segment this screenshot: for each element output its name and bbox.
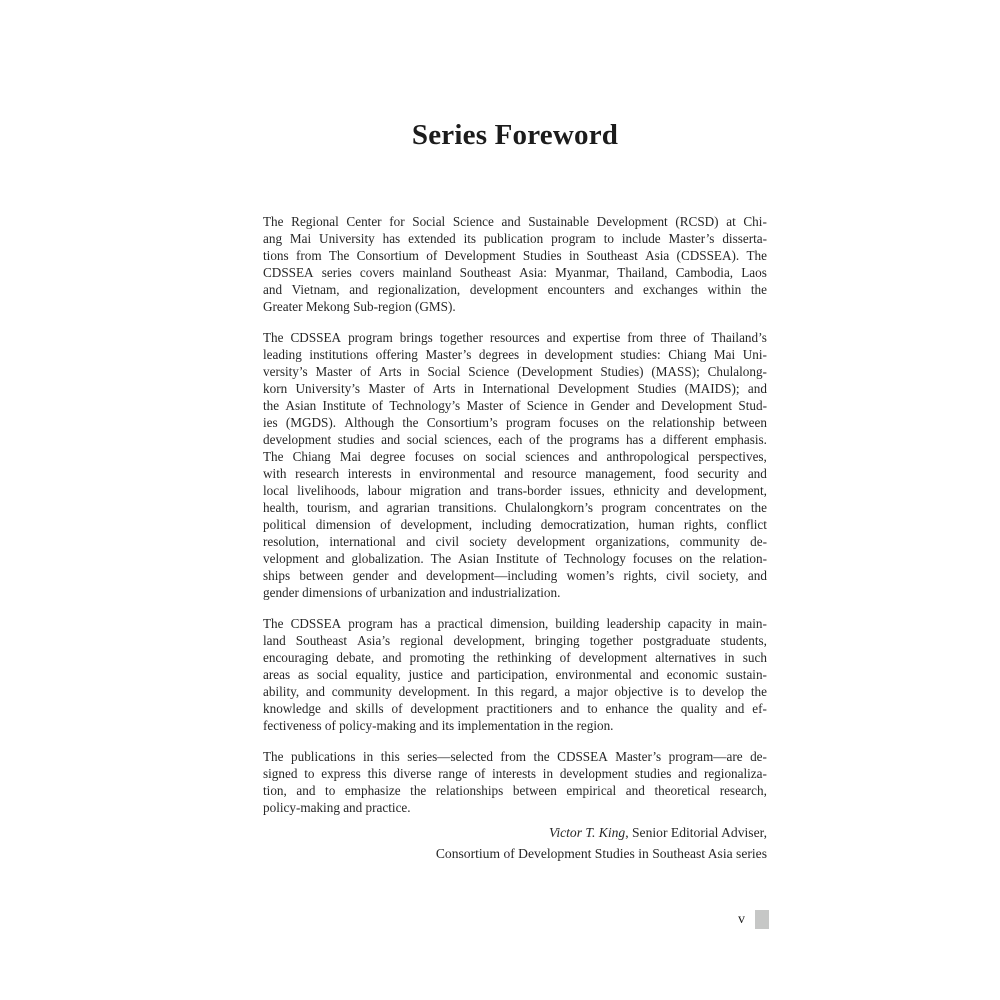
text-line: velopment and globalization. The Asian Institute of Technology focuses on the relation- bbox=[263, 551, 767, 566]
text-line: political dimension of development, including democratization, human rights, conflict bbox=[263, 517, 767, 532]
text-line: resolution, international and civil society development organizations, community de- bbox=[263, 534, 767, 549]
text-line: ies (MGDS). Although the Consortium’s program focuses on the relationship between bbox=[263, 415, 767, 430]
signature-block bbox=[263, 822, 767, 864]
text-line: leading institutions offering Master’s degrees in development studies: Chiang Mai Uni- bbox=[263, 347, 767, 362]
text-line: The CDSSEA program has a practical dimension, building leadership capacity in main- bbox=[263, 616, 767, 631]
paragraph bbox=[263, 748, 767, 816]
text-line: Greater Mekong Sub-region (GMS). bbox=[263, 299, 456, 314]
text-line: knowledge and skills of development practitioners and to enhance the quality and ef- bbox=[263, 701, 767, 716]
text-line: The Regional Center for Social Science and Sustainable Development (RCSD) at Chi- bbox=[263, 214, 767, 229]
text-line: CDSSEA series covers mainland Southeast Asia: Myanmar, Thailand, Cambodia, Laos bbox=[263, 265, 767, 280]
text-line: policy-making and practice. bbox=[263, 800, 411, 815]
text-line: The Chiang Mai degree focuses on social sciences and anthropological perspectives, bbox=[263, 449, 767, 464]
text-line: The CDSSEA program brings together resources and expertise from three of Thailand’s bbox=[263, 330, 767, 345]
text-line: ang Mai University has extended its publication program to include Master’s disserta- bbox=[263, 231, 767, 246]
page-title: Series Foreword bbox=[411, 119, 619, 151]
text-line: the Asian Institute of Technology’s Master of Science in Gender and Development Stud- bbox=[263, 398, 767, 413]
signature-name: Victor T. King bbox=[549, 825, 626, 840]
text-line: encouraging debate, and promoting the rethinking of development alternatives in such bbox=[263, 650, 767, 665]
text-line: ships between gender and development—including women’s rights, civil society, and bbox=[263, 568, 767, 583]
signature-affiliation: Consortium of Development Studies in Southeast Asia series bbox=[435, 846, 767, 861]
text-line: tions from The Consortium of Development Studies in Southeast Asia (CDSSEA). The bbox=[263, 248, 767, 263]
text-line: health, tourism, and agrarian transitions. Chulalongkorn’s program concentrates on the bbox=[263, 500, 767, 515]
signature-role: , Senior Editorial Adviser, bbox=[625, 825, 767, 840]
page-footer bbox=[738, 910, 769, 929]
signature-line bbox=[263, 822, 767, 843]
foreword-text bbox=[263, 213, 767, 830]
text-line: The publications in this series—selected from the CDSSEA Master’s program—are de- bbox=[263, 749, 767, 764]
text-line: signed to express this diverse range of interests in development studies and regionaliza- bbox=[263, 766, 767, 781]
text-line: areas as social equality, justice and participation, environmental and economic sustain- bbox=[263, 667, 767, 682]
footer-ornament-block bbox=[755, 910, 769, 929]
text-line: local livelihoods, labour migration and trans-border issues, ethnicity and development, bbox=[263, 483, 767, 498]
text-line: versity’s Master of Arts in Social Science (Development Studies) (MASS); Chulalong- bbox=[263, 364, 767, 379]
text-line: gender dimensions of urbanization and industrialization. bbox=[263, 585, 561, 600]
page-number: v bbox=[738, 912, 745, 927]
text-line: and Vietnam, and regionalization, development encounters and exchanges within the bbox=[263, 282, 767, 297]
paragraph bbox=[263, 213, 767, 315]
text-line: fectiveness of policy-making and its implementation in the region. bbox=[263, 718, 614, 733]
text-line: korn University’s Master of Arts in International Development Studies (MAIDS); and bbox=[263, 381, 767, 396]
text-line: tion, and to emphasize the relationships between empirical and theoretical research, bbox=[263, 783, 767, 798]
paragraph bbox=[263, 329, 767, 601]
text-line: with research interests in environmental and resource management, food security and bbox=[263, 466, 767, 481]
text-line: ability, and community development. In this regard, a major objective is to develop the bbox=[263, 684, 767, 699]
text-line: development studies and social sciences, each of the programs has a different emphasis. bbox=[263, 432, 767, 447]
text-line: land Southeast Asia’s regional development, bringing together postgraduate students, bbox=[263, 633, 767, 648]
paragraph bbox=[263, 615, 767, 734]
